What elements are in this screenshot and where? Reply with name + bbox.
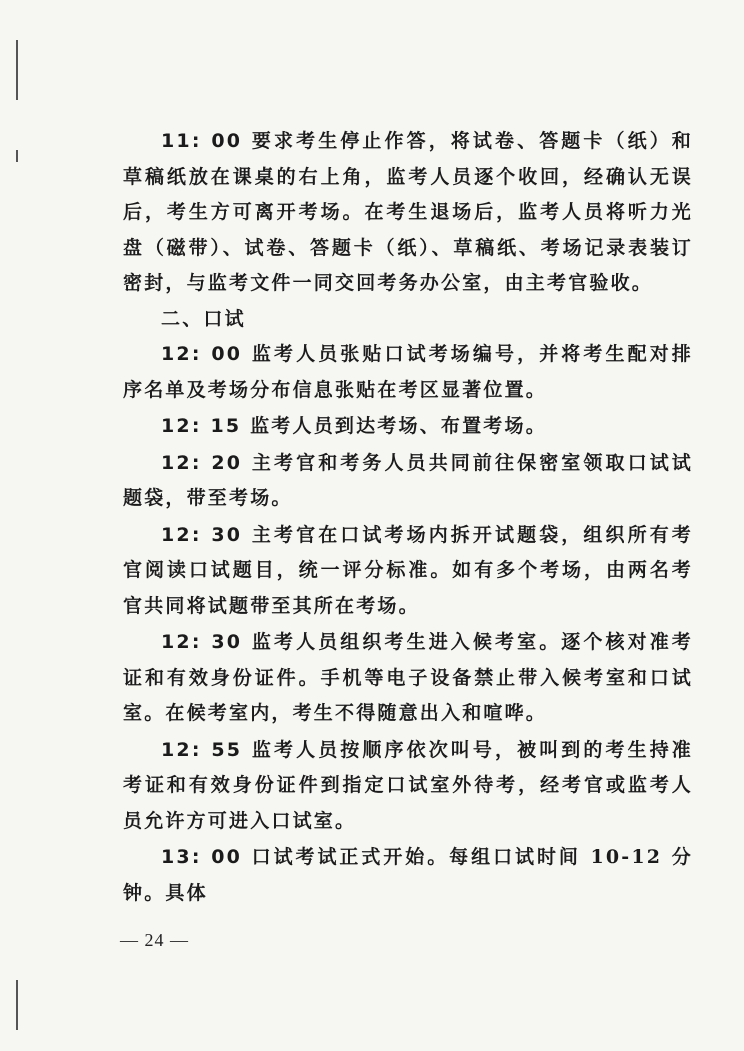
time-stamp: 12: 20 <box>161 451 243 474</box>
time-stamp: 12: 55 <box>161 738 243 761</box>
time-stamp: 12: 30 <box>161 523 243 546</box>
paragraph <box>123 733 693 840</box>
paragraph <box>123 840 693 911</box>
paragraph <box>123 337 693 408</box>
paragraph-text: 主考官和考务人员共同前往保密室领取口试试题袋，带至考场。 <box>123 451 693 509</box>
paragraph <box>123 518 693 625</box>
scan-edge-mark <box>16 150 18 162</box>
scan-edge-mark <box>16 40 18 100</box>
paragraph <box>123 409 693 445</box>
paragraph-text: 要求考生停止作答，将试卷、答题卡（纸）和草稿纸放在课桌的右上角，监考人员逐个收回，经确认无误后，考生方可离开考场。在考生退场后，监考人员将听力光盘（磁带）、试卷、答题卡（纸）、草稿纸、考场记录表装订密封，与监考文件一同交回考务办公室，由主考官验收。 <box>123 130 693 294</box>
paragraph-text: 口试考试正式开始。每组口试时间 10-12 分钟。具体 <box>123 846 693 904</box>
section-heading: 二、口试 <box>161 307 246 330</box>
page-number: — 24 — <box>120 930 189 950</box>
time-stamp: 12: 15 <box>161 415 242 437</box>
paragraph <box>123 124 693 302</box>
paragraph <box>123 625 693 732</box>
paragraph-text: 监考人员按顺序依次叫号，被叫到的考生持准考证和有效身份证件到指定口试室外待考，经考官或监考人员允许方可进入口试室。 <box>123 738 693 832</box>
time-stamp: 11: 00 <box>161 130 243 152</box>
time-stamp: 12: 00 <box>161 343 243 365</box>
time-stamp: 12: 30 <box>161 631 243 653</box>
paragraph-text: 监考人员组织考生进入候考室。逐个核对准考证和有效身份证件。手机等电子设备禁止带入候考室和口试室。在候考室内，考生不得随意出入和喧哗。 <box>123 631 693 724</box>
scan-edge-mark <box>16 980 18 1030</box>
paragraph <box>123 446 693 517</box>
paragraph-text: 监考人员张贴口试考场编号，并将考生配对排序名单及考场分布信息张贴在考区显著位置。 <box>123 343 693 401</box>
paragraph-text: 监考人员到达考场、布置考场。 <box>241 415 547 437</box>
time-stamp: 13: 00 <box>161 846 243 868</box>
paragraph-text: 主考官在口试考场内拆开试题袋，组织所有考官阅读口试题目，统一评分标准。如有多个考场，由两名考官共同将试题带至其所在考场。 <box>123 523 693 617</box>
document-body <box>123 124 693 911</box>
